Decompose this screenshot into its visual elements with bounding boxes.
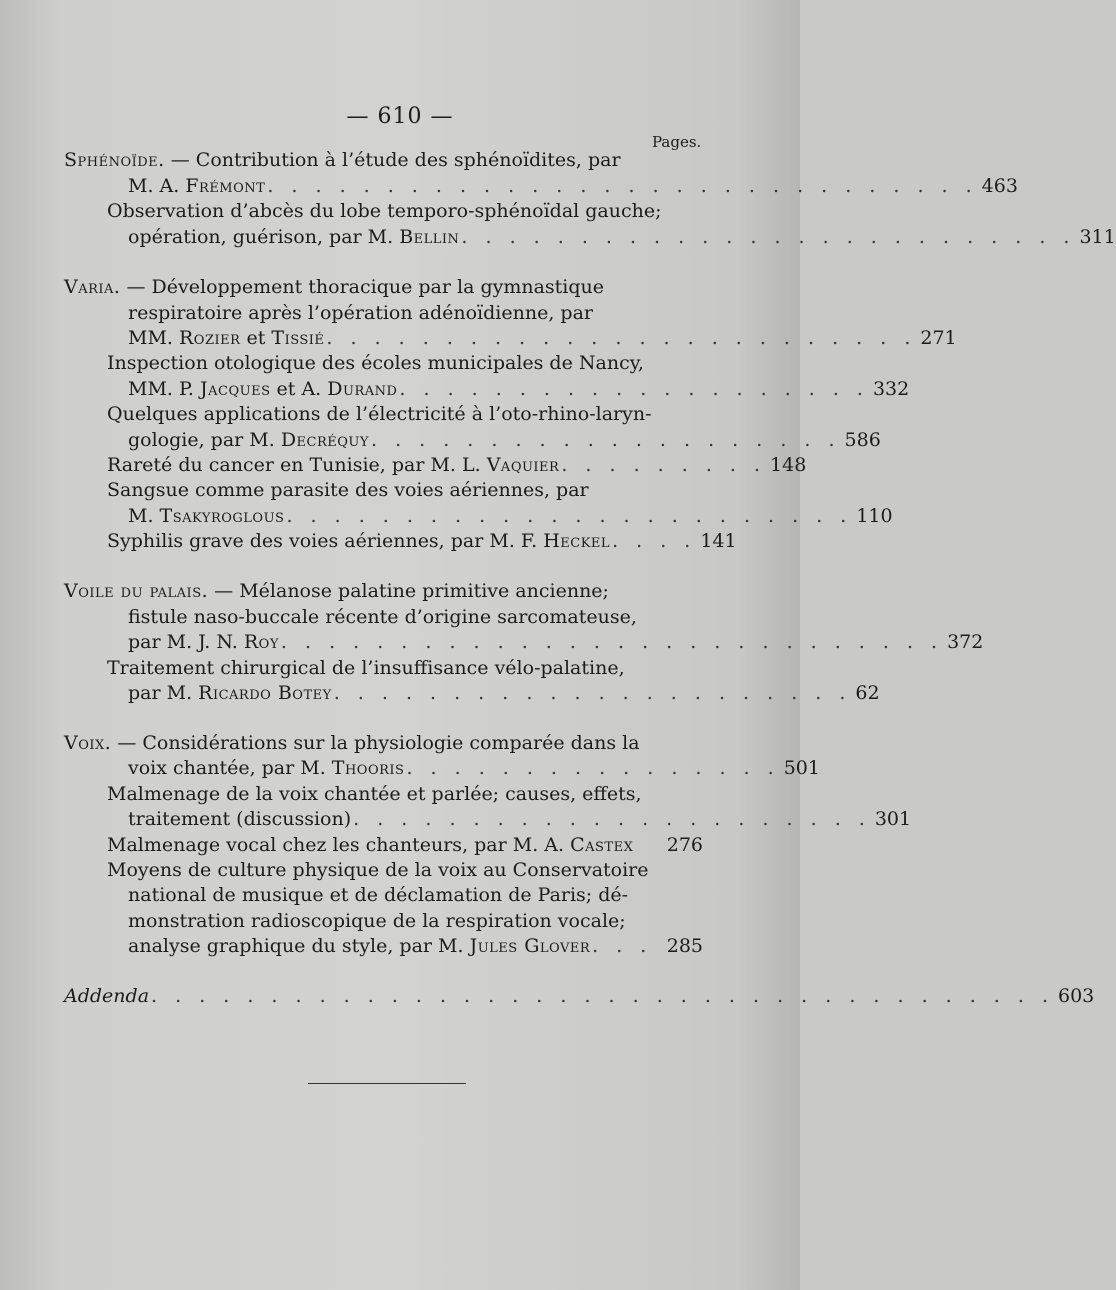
page-ref: 148 (770, 454, 807, 476)
author-name: Vaquier (486, 454, 560, 476)
entry-text: Rareté du cancer en Tunisie, par M. L. (107, 454, 487, 476)
section-title: Voile du palais. (64, 580, 209, 602)
toc-entry (128, 604, 637, 630)
toc-entry (128, 173, 1018, 199)
author-name: Ricardo Botey (198, 682, 332, 704)
entry-text: Observation d’abcès du lobe temporo-sphénoïdal gauche; (107, 200, 662, 222)
toc-section-heading (64, 730, 640, 756)
leader-dots: . . . . . . . . . . . . . . . . . . . . . . . . . (326, 327, 917, 349)
leader-dots: . . . . . . . . . . . . . . . . . . . . . . . . . . . . (280, 631, 944, 653)
pages-column-label: Pages. (652, 133, 702, 151)
section-title: Voix. (64, 732, 112, 754)
toc-entry (107, 350, 644, 376)
page-ref: 285 (666, 935, 703, 957)
toc-entry (128, 325, 957, 351)
leader-dots: . . . . . . . . . . . . . . . . . . . . . . . . . . . . . . . . . . . . . . (151, 985, 1054, 1007)
page-ref: 463 (981, 175, 1018, 197)
entry-text: voix chantée, par M. (128, 757, 332, 779)
entry-text: Syphilis grave des voies aériennes, par M. F. (107, 530, 544, 552)
leader-dots: . . . . . . . . . . . . . . . . . . . . (399, 378, 869, 400)
author-name: Heckel (543, 530, 611, 552)
leader-dots: . . . . . . . . . . . . . . . . . . . . . . . . . . (461, 226, 1076, 248)
entry-text: Traitement chirurgical de l’insuffisance vélo-palatine, (107, 657, 625, 679)
entry-text: Inspection otologique des écoles municipales de Nancy, (107, 352, 644, 374)
author-name: Thooris (331, 757, 405, 779)
toc-entry (107, 452, 807, 478)
toc-entry (107, 528, 737, 554)
toc-entry (107, 198, 662, 224)
entry-text: — Développement thoracique par la gymnastique (120, 276, 605, 298)
page-ref: 271 (920, 327, 957, 349)
entry-text: — Considérations sur la physiologie comparée dans la (111, 732, 640, 754)
leader-dots: . . . (592, 935, 653, 957)
author-name: Rozier (179, 327, 241, 349)
entry-text: opération, guérison, par M. (128, 226, 400, 248)
toc-entry (128, 908, 626, 934)
toc-entry (107, 477, 650, 503)
entry-text: MM. (128, 327, 179, 349)
entry-text: par M. J. N. (128, 631, 244, 653)
page-ref: 501 (783, 757, 820, 779)
toc-entry (128, 680, 880, 706)
toc-entry (128, 376, 910, 402)
entry-text: respiratoire après l’opération adénoïdienne, par (128, 302, 593, 324)
toc-entry (107, 781, 642, 807)
page-ref: 141 (700, 530, 737, 552)
entry-text: Quelques applications de l’électricité à l’oto-rhino-laryn- (107, 403, 652, 425)
page-ref: 372 (947, 631, 984, 653)
entry-text: Moyens de culture physique de la voix au Conservatoire (107, 859, 649, 881)
page-ref: 332 (872, 378, 910, 400)
leader-dots: . . . . . . . . . (561, 454, 767, 476)
leader-dots: . . . . (612, 530, 697, 552)
page-ref: 110 (856, 505, 893, 527)
entry-text: Sangsue comme parasite des voies aériennes, par (107, 479, 589, 501)
entry-text: — Mélanose palatine primitive ancienne; (208, 580, 609, 602)
entry-text: et (240, 327, 272, 349)
page-number: — 610 — (346, 104, 454, 129)
toc-entry (128, 503, 893, 529)
toc-entry (128, 882, 628, 908)
author-name: Tissié (271, 327, 325, 349)
entry-text: national de musique et de déclamation de Paris; dé- (128, 884, 629, 906)
entry-text: traitement (discussion) (128, 808, 352, 830)
section-title: Varia. (64, 276, 121, 298)
entry-text: Malmenage vocal chez les chanteurs, par M. A. (107, 834, 571, 856)
author-name: Jules Glover (469, 935, 591, 957)
page-ref: 311 (1079, 226, 1116, 248)
entry-text: M. (128, 505, 160, 527)
page-ref: 603 (1058, 985, 1095, 1007)
page-ref: 301 (874, 808, 912, 830)
page-ref: 586 (844, 429, 881, 451)
toc-entry (107, 857, 649, 883)
author-name: Decréquy (280, 429, 369, 451)
toc-entry (107, 401, 652, 427)
toc-entry (128, 933, 703, 959)
toc-entry (64, 983, 1095, 1009)
toc-entry (128, 806, 912, 832)
entry-text: et A. (270, 378, 328, 400)
entry-text: analyse graphique du style, par M. (128, 935, 470, 957)
leader-dots: . . . . . . . . . . . . . . . . . . . . . . . . . . . . . . (267, 175, 978, 197)
page-ref: 276 (666, 834, 703, 856)
leader-dots: . . . . . . . . . . . . . . . . . . . . (370, 429, 841, 451)
toc-entry (128, 300, 593, 326)
entry-text: par M. (128, 682, 199, 704)
leader-dots: . . . . . . . . . . . . . . . . (406, 757, 780, 779)
toc-entry (128, 427, 881, 453)
entry-text: Addenda (64, 985, 150, 1007)
toc-entry (128, 629, 984, 655)
leader-dots: . . . . . . . . . . . . . . . . . . . . . . (353, 808, 871, 830)
author-name: Bellin (399, 226, 460, 248)
author-name: Roy (243, 631, 279, 653)
leader-dots: . . . . . . . . . . . . . . . . . . . . . . (333, 682, 852, 704)
toc-section-heading (64, 578, 609, 604)
toc-entry (128, 224, 1116, 250)
toc-entry (107, 832, 703, 858)
toc-entry (128, 755, 820, 781)
entry-text: M. A. (128, 175, 186, 197)
leader-dots: . . . . . . . . . . . . . . . . . . . . . . . . (286, 505, 853, 527)
section-title: Sphénoïde. (64, 149, 165, 171)
entry-text: fistule naso-buccale récente d’origine sarcomateuse, (128, 606, 637, 628)
entry-text: — Contribution à l’étude des sphénoïdites, par (164, 149, 621, 171)
entry-text: Malmenage de la voix chantée et parlée; causes, effets, (107, 783, 642, 805)
entry-text: monstration radioscopique de la respiration vocale; (128, 910, 626, 932)
page-ref: 62 (855, 682, 880, 704)
author-name: Tsakyroglous (159, 505, 285, 527)
author-name: Jacques (200, 378, 271, 400)
closing-rule (308, 1083, 466, 1084)
toc-entry (107, 655, 625, 681)
toc-section-heading (64, 147, 650, 173)
author-name: Durand (327, 378, 398, 400)
toc-section-heading (64, 274, 650, 300)
author-name: Castex (570, 834, 634, 856)
entry-text: MM. P. (128, 378, 201, 400)
entry-text: gologie, par M. (128, 429, 281, 451)
author-name: Frémont (185, 175, 266, 197)
